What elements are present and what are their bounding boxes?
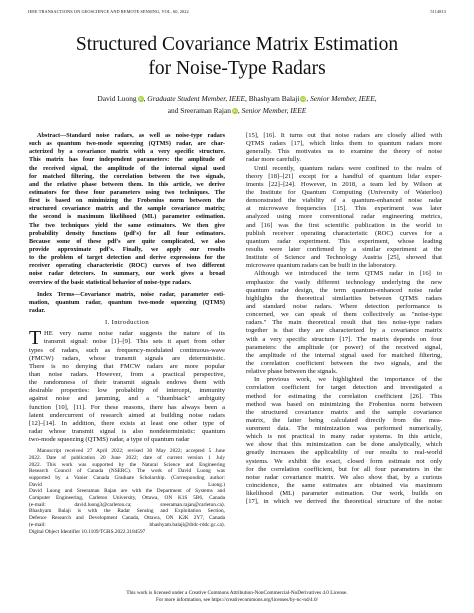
text-line: estimators for these four parameters using two techniques. The: [29, 188, 225, 196]
text-line: emphasize the vastly different technology underlying the new: [246, 278, 442, 286]
text-line: the structured covariance matrix and the sample covariance: [246, 408, 442, 416]
paper-title-line-2: for Noise-Type Radars: [148, 58, 326, 79]
text-line: against noise and jamming, and a "thumbtack" ambiguity: [29, 395, 225, 403]
paragraph-4: [246, 376, 442, 506]
text-line: the second is maximum likelihood (ML) parameter estimation.: [29, 213, 225, 221]
text-line: 2022. This work was supported by the Natural Science and Engineering: [29, 461, 225, 468]
text-line: we show that this minimization can be done analytically, which: [246, 441, 442, 449]
author-line-2-tail: , Senior Member, IEEE: [237, 106, 307, 115]
text-line: such as quantum two-mode squeezing (QTMS) radar, are char-: [29, 140, 225, 148]
text-line: generally. This motivates us to examine the theory of noise: [246, 148, 442, 156]
text-line: Digital Object Identifier 10.1109/TGRS.2022.3184597: [29, 528, 146, 535]
text-line: (e-mail: david.luong3@carleton.ca; sreeraman.rajan@carleton.ca).: [29, 501, 225, 508]
text-line: parameters: the amplitude (or power) of the received signal,: [246, 343, 442, 351]
text-line: results were later confirmed by a similar experiment at the: [246, 245, 442, 253]
text-line: theory [18]–[21] except for a handful of quantum lidar exper-: [246, 172, 442, 180]
text-line: noise radar covariance matrix. We also show that, by a curious: [246, 473, 442, 481]
text-line: overview of the basic statistical behavior of noise-type radars.: [29, 278, 192, 286]
text-line: radars." The main theoretical result that ties noise-type radars: [246, 319, 442, 327]
text-line: relative phase between the signals.: [246, 368, 338, 376]
text-line: Bhashyam Balaji is with the Radar Sensing and Exploitation Section,: [29, 508, 225, 515]
text-line: and standard noise radars. Where detection performance is: [246, 302, 442, 310]
text-line: systems. We exhibit the exact, closed form estimate not only: [246, 457, 442, 465]
text-line: correlation coefficient for target detection and investigated a: [246, 384, 442, 392]
text-line: desirable properties: low probability of intercept, immunity: [29, 387, 225, 395]
section-heading-introduction: I. Introduction: [104, 319, 150, 327]
text-line: 2022. Date of publication 20 June 2022; date of current version 1 July: [29, 454, 225, 461]
text-line: In previous work, we highlighted the importance of the: [254, 376, 442, 384]
text-line: Research Council of Canada (NSERC). The work of David Luong was: [29, 468, 225, 475]
license-line: This work is licensed under a Creative Commons Attribution-NonCommercial-NoDerivatives 4.0 License.: [126, 590, 348, 596]
text-line: Because some of these pdf's are quite complicated, we also: [29, 237, 225, 245]
abstract: [29, 132, 225, 287]
text-line: microwave quantum radars can be built in the laboratory.: [246, 262, 397, 270]
text-line: Although we introduced the term QTMS radar in [16] to: [254, 270, 442, 278]
text-line: Until recently, quantum radars were confined to the realm of: [254, 164, 442, 172]
text-line: which is not practical in many radar systems. In this article,: [246, 433, 442, 441]
license-footer: [0, 590, 474, 604]
text-line: highlights the theoretical similarities between QTMS radars: [246, 294, 442, 302]
text-line: [17], in which we derived the theoretical structure of the noise: [246, 498, 442, 506]
text-line: [15], [16]. It turns out that noise radars are closely allied with: [246, 132, 442, 139]
text-line: David Luong and Sreeraman Rajan are with the Department of Systems and: [29, 488, 225, 495]
text-line: than noise radars. However, from a practical perspective,: [29, 370, 225, 378]
text-line: provide approximate pdf's. Finally, we apply our results: [29, 245, 225, 253]
text-line: HE very name noise radar suggests the nature of its: [44, 330, 225, 338]
paragraph-2: [246, 165, 442, 271]
text-line: quantum radar design, the term quantum-enhanced noise radar: [246, 286, 442, 294]
text-line: [12]–[14]. In addition, there exists at least one other type of: [29, 419, 225, 427]
text-line: function [10], [11]. For these reasons, there has always been a: [29, 403, 225, 411]
text-line: Defence Research and Development Canada, Ottawa, ON K2K 2Y7, Canada: [29, 515, 225, 522]
text-line: method was based on minimizing the Frobenius norm between: [246, 400, 442, 408]
left-column: [29, 132, 225, 535]
text-line: (FMCW) radars, whose transmit signals are deterministic.: [29, 354, 225, 362]
author-line-1-rest: , Graduate Student Member, IEEE, Bhashyam Balaji: [143, 94, 300, 103]
text-line: acterized by a covariance matrix with a very specific structure.: [29, 148, 225, 156]
author-line-2-text: and Sreeraman Rajan: [167, 106, 231, 115]
text-line: quantum radar experiment. This experiment, whose leading: [246, 237, 442, 245]
text-line: Abstract—Standard noise radars, as well as noise-type radars: [37, 132, 225, 139]
text-line: at microwave frequencies [15]. This experiment was later: [246, 205, 442, 213]
text-line: There is no denying that FMCW radars are more popular: [29, 362, 225, 370]
author-line-1-tail: , Senior Member, IEEE,: [306, 94, 377, 103]
text-line: matrix, the latter being calculated directly from the mea-: [246, 416, 442, 424]
drop-cap: T: [29, 327, 42, 350]
intro-paragraph: [29, 327, 225, 444]
footnote: [29, 448, 225, 535]
text-line: probability density functions (pdf's) for all four estimators.: [29, 229, 225, 237]
orcid-icon[interactable]: iD: [138, 96, 143, 101]
text-line: Computer Engineering, Carleton University, Ottawa, ON K1S 5B6, Canada: [29, 495, 225, 502]
running-header-article-number: 5114813: [430, 9, 446, 14]
author-line-2: [0, 105, 474, 117]
paragraph-3: [246, 270, 442, 376]
text-line: iments [22]–[24]. However, in 2018, a team led by Wilson at: [246, 180, 442, 188]
text-line: first is based on minimizing the Frobenius norm between the: [29, 197, 225, 205]
text-line: concerned, we can speak of them collectively as "noise-type: [246, 311, 442, 319]
text-line: method for estimating the correlation coefficient [26]. This: [246, 392, 442, 400]
text-line: The two techniques yield the same estimators. We then give: [29, 221, 225, 229]
text-line: the randomness of their transmit signals endows them with: [29, 379, 225, 387]
text-line: structured covariance matrix and the sample covariance matrix;: [29, 205, 225, 213]
right-column: [246, 132, 442, 506]
text-line: mation, quantum radar, quantum two-mode squeezing (QTMS): [29, 298, 225, 306]
text-line: (e-mail: bhashyam.balaji@drdc-rddc.gc.ca).: [29, 521, 225, 528]
paragraph-1: [246, 132, 442, 165]
text-line: coincidence, the same estimates are obtained via maximum: [246, 482, 442, 490]
orcid-icon[interactable]: iD: [233, 108, 237, 113]
text-line: receiver operating characteristic (ROC) curves of two different: [29, 262, 225, 270]
text-line: two-mode squeezing (QTMS) radar, a type of quantum radar: [29, 436, 190, 444]
author-line-1: [0, 93, 474, 105]
text-line: surement data. The minimization was performed numerically,: [246, 425, 442, 433]
orcid-icon[interactable]: iD: [301, 96, 306, 101]
text-line: QTMS radars [17], which links them to quantum radars more: [246, 140, 442, 148]
text-line: David Luong.): [29, 481, 225, 488]
text-line: types of radars, such as frequency-modulated continuous-wave: [29, 346, 225, 354]
text-line: greatly increases the applicability of our results to real-world: [246, 449, 442, 457]
text-line: Manuscript received 27 April 2022; revised 30 May 2022; accepted 5 June: [37, 448, 225, 455]
text-line: radar whose transmit signal is also nondeterministic: quantum: [29, 427, 225, 435]
license-link[interactable]: For more information, see https://creativecommons.org/licenses/by-nc-nd/4.0/: [156, 597, 318, 603]
author-david-luong: David Luong: [97, 94, 137, 103]
text-line: transmit signal: noise [1]–[9]. This sets it apart from other: [44, 338, 225, 346]
text-line: and the relative phase between them. In this article, we derive: [29, 180, 225, 188]
text-line: Index Terms—Covariance matrix, noise radar, parameter esti-: [37, 290, 225, 298]
text-line: and [16] was the first scientific publication in the world to: [246, 221, 442, 229]
text-line: publish receiver operating characteristic (ROC) curves for a: [246, 229, 442, 237]
text-line: Institute of Science and Technology Austria [25], showed that: [246, 254, 442, 262]
text-line: supported by a Vanier Canada Graduate Scholarship. (Corresponding author:: [29, 475, 225, 481]
text-line: radar more carefully.: [246, 156, 302, 164]
text-line: This matrix has four independent parameters: the amplitude of: [29, 156, 225, 164]
text-line: likelihood (ML) parameter estimation. Our work, builds on: [246, 490, 442, 498]
intro-lines: [29, 347, 225, 445]
text-line: latent undercurrent of research aimed at building noise radars: [29, 411, 225, 419]
text-line: together is that they are characterized by a covariance matrix: [246, 327, 442, 335]
text-line: to the problem of target detection and derive expressions for the: [29, 254, 225, 262]
text-line: the amplitude of the internal signal used for matched filtering,: [246, 351, 442, 359]
text-line: the correlation coefficient between the two signals, and the: [246, 359, 442, 367]
text-line: for matched filtering, the correlation between the two signals,: [29, 172, 225, 180]
running-header-journal: IEEE TRANSACTIONS ON GEOSCIENCE AND REMOTE SENSING, VOL. 60, 2022: [28, 9, 189, 14]
text-line: demonstrated the viability of a quantum-enhanced noise radar: [246, 197, 442, 205]
text-line: noise radar detectors. In summary, our work gives a broad: [29, 270, 225, 278]
text-line: with a very specific structure [17]. The matrix depends on four: [246, 335, 442, 343]
paper-title-line-1: Structured Covariance Matrix Estimation: [75, 34, 399, 55]
text-line: the received signal, the amplitude of the internal signal used: [29, 164, 225, 172]
text-line: analyzed using more conventional radar engineering metrics,: [246, 213, 442, 221]
text-line: for the correlation coefficient, but for all four parameters in the: [246, 465, 442, 473]
index-terms: [29, 291, 225, 315]
text-line: radar.: [29, 306, 46, 314]
text-line: the Institute for Quantum Computing (University of Waterloo): [246, 188, 442, 196]
